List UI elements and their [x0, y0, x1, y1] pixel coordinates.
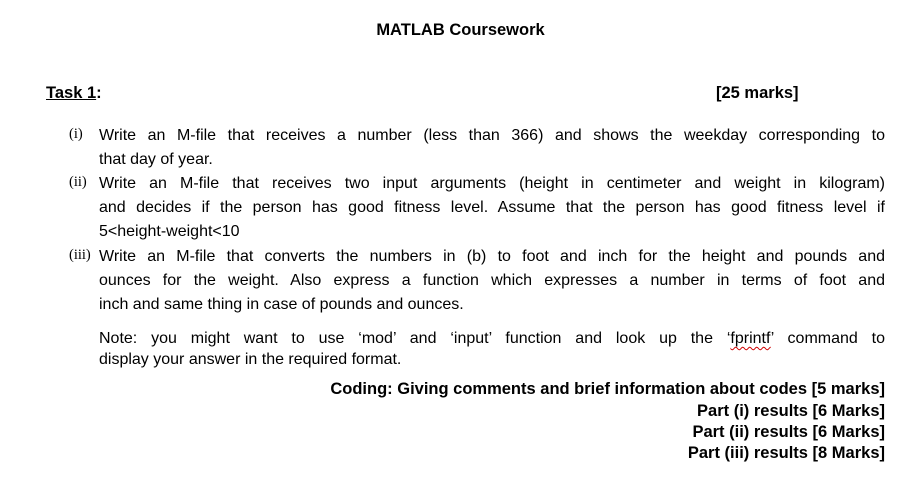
item-numeral-i: (i): [69, 126, 83, 142]
note-line-2: display your answer in the required format.: [99, 351, 402, 368]
item-iii-line-1: Write an M-file that converts the numbers in (b) to foot and inch for the height and pounds and: [99, 248, 885, 265]
item-ii-line-2: and decides if the person has good fitness level. Assume that the person has good fitness level if: [99, 199, 885, 216]
note-text-before: Note: you might want to use ‘mod’ and ‘input’ function and look up the ‘: [99, 330, 731, 347]
document-title: MATLAB Coursework: [376, 21, 545, 39]
item-i-line-1: Write an M-file that receives a number (less than 366) and shows the weekday corresponding to: [99, 127, 885, 144]
grading-part-i-line: Part (i) results [6 Marks]: [697, 402, 885, 420]
grading-part-ii-line: Part (ii) results [6 Marks]: [692, 423, 885, 441]
item-ii-line-1: Write an M-file that receives two input arguments (height in centimeter and weight in kilogram): [99, 175, 885, 192]
item-numeral-iii: (iii): [69, 247, 91, 263]
fprintf-misspelled-word: fprintf: [730, 330, 771, 347]
task-label: Task 1: [46, 84, 97, 102]
item-iii-line-3: inch and same thing in case of pounds and ounces.: [99, 296, 464, 313]
item-iii-line-2: ounces for the weight. Also express a function which expresses a number in terms of foot and: [99, 272, 885, 289]
item-ii-line-3: 5<height-weight<10: [99, 223, 240, 240]
task-marks: [25 marks]: [716, 84, 799, 102]
item-i-line-2: that day of year.: [99, 151, 213, 168]
note-text-after: ’ command to: [770, 330, 885, 347]
task-heading: [46, 84, 102, 103]
item-numeral-ii: (ii): [69, 174, 87, 190]
grading-coding-line: Coding: Giving comments and brief information about codes [5 marks]: [330, 380, 885, 398]
grading-part-iii-line: Part (iii) results [8 Marks]: [687, 444, 885, 462]
task-colon: :: [96, 84, 102, 102]
